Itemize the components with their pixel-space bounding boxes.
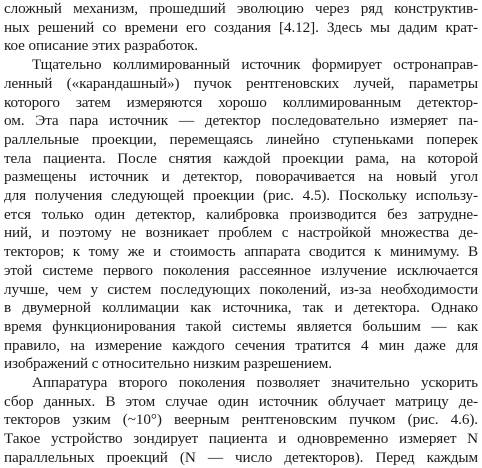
- text-line: сбор данных. В этом случае один источник облучает матрицу де-: [4, 392, 478, 410]
- text-line: правило, на измерение каждого сечения тратится 4 мин даже для: [4, 336, 478, 354]
- text-line: для получения следующей проекции (рис. 4.5). Поскольку использу-: [4, 187, 478, 205]
- paragraph: [4, 56, 478, 374]
- text-line: время функционирования такой системы является большим — как: [4, 317, 478, 335]
- text-line: ется только один детектор, калибровка производится без затрудне-: [4, 205, 478, 223]
- text-line: которого затем измеряются хорошо коллимированным детектор-: [4, 93, 478, 111]
- text-line: Тщательно коллимированный источник формирует остронаправ-: [32, 56, 478, 74]
- text-line: изображений с относительно низким разрешением.: [4, 355, 332, 373]
- paragraph: [4, 374, 478, 468]
- text-line: раллельные проекции, перемещаясь линейно ступеньками поперек: [4, 130, 478, 148]
- document-page: [4, 0, 478, 466]
- text-line: этой системе первого поколения рассеянное излучение исключается: [4, 261, 478, 279]
- text-line: ом. Эта пара источник — детектор последовательно измеряет па-: [4, 112, 478, 130]
- text-line: текторов узким (~10°) веерным рентгеновским пучком (рис. 4.6).: [4, 411, 478, 429]
- text-line: тела пациента. После снятия каждой проекции рама, на которой: [4, 149, 478, 167]
- text-line: ленный («карандашный») пучок рентгеновских лучей, параметры: [4, 74, 478, 92]
- text-line: Аппаратура второго поколения позволяет значительно ускорить: [32, 374, 478, 392]
- text-line: параллельных проекций (N — число детекторов). Перед каждым: [4, 448, 478, 466]
- text-line: текторов; к тому же и стоимость аппарата сводится к минимуму. В: [4, 243, 478, 261]
- text-line: размещены источник и детектор, поворачивается на новый угол: [4, 168, 478, 186]
- text-line: кое описание этих разработок.: [4, 37, 199, 55]
- text-line: ний, и поэтому не возникает проблем с настройкой множества де-: [4, 224, 478, 242]
- text-line: лучше, чем у систем последующих поколений, из-за необходимости: [4, 280, 478, 298]
- text-line: в двумерной коллимации как источника, так и детектора. Однако: [4, 299, 478, 317]
- paragraph: [4, 0, 478, 56]
- text-line: ных решений со времени его создания [4.12]. Здесь мы дадим крат-: [4, 18, 478, 36]
- text-line: сложный механизм, прошедший эволюцию через ряд конструктив-: [4, 0, 478, 17]
- text-line: Такое устройство зондирует пациента и одновременно измеряет N: [4, 430, 478, 448]
